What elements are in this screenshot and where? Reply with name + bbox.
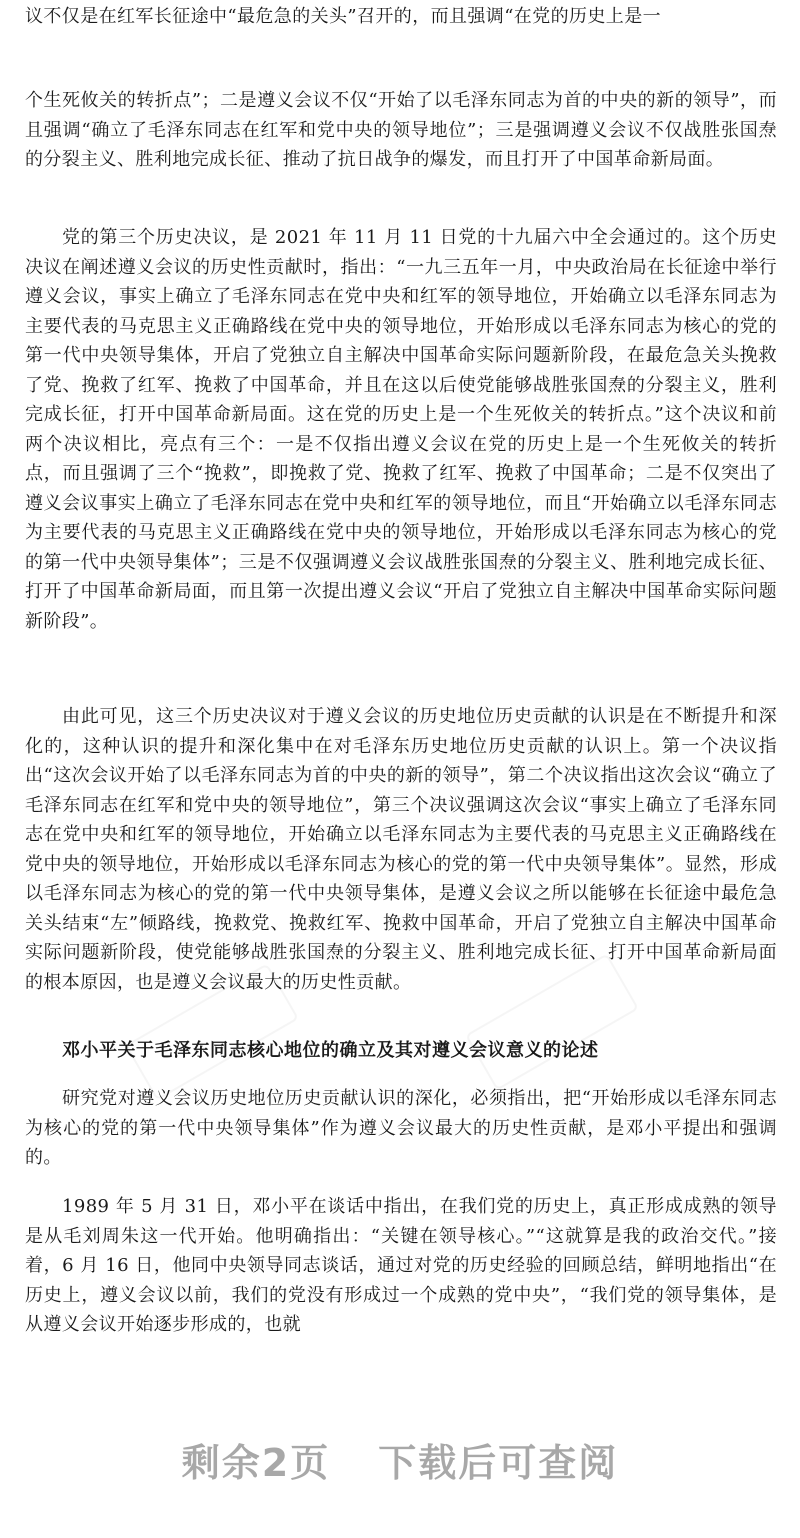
download-banner[interactable] <box>0 1432 800 1487</box>
paragraph-conclusion: 由此可见，这三个历史决议对于遵义会议的历史地位历史贡献的认识是在不断提升和深化的，这种认识的提升和深化集中在对毛泽东历史地位历史贡献的认识上。第一个决议指出“这次会议开始了以毛泽东同志为首的中央的新的领导”，第二个决议指出这次会议“确立了毛泽东同志在红军和党中央的领导地位”，第三个决议强调这次会议“事实上确立了毛泽东同志在党中央和红军的领导地位，开始确立以毛泽东同志为主要代表的马克思主义正确路线在党中央的领导地位，开始形成以毛泽东同志为核心的党的第一代中央领导集体”。显然，形成以毛泽东同志为核心的党的第一代中央领导集体，是遵义会议之所以能够在长征途中最危急关头结束“左”倾路线，挽救党、挽救红军、挽救中国革命，开启了党独立自主解决中国革命实际问题新阶段，使党能够战胜张国焘的分裂主义、胜利地完成长征、打开中国革命新局面的根本原因，也是遵义会议最大的历史性贡献。 <box>25 706 777 993</box>
paragraph-third-resolution: 党的第三个历史决议，是 2021 年 11 月 11 日党的十九届六中全会通过的。这个历史决议在阐述遵义会议的历史性贡献时，指出：“一九三五年一月，中央政治局在长征途中举行遵义会议，事实上确立了毛泽东同志在党中央和红军的领导地位，开始确立以毛泽东同志为主要代表的马克思主义正确路线在党中央的领导地位，开始形成以毛泽东同志为核心的党的第一代中央领导集体，开启了党独立自主解决中国革命实际问题新阶段，在最危急关头挽救了党、挽救了红军、挽救了中国革命，并且在这以后使党能够战胜张国焘的分裂主义，胜利完成长征，打开中国革命新局面。这在党的历史上是一个生死攸关的转折点。”这个决议和前两个决议相比，亮点有三个：一是不仅指出遵义会议在党的历史上是一个生死攸关的转折点，而且强调了三个“挽救”，即挽救了党、挽救了红军、挽救了中国革命；二是不仅突出了遵义会议事实上确立了毛泽东同志在党中央和红军的领导地位，而且“开始确立以毛泽东同志为主要代表的马克思主义正确路线在党中央的领导地位，开始形成以毛泽东同志为核心的党的第一代中央领导集体”；三是不仅强调遵义会议战胜张国焘的分裂主义、胜利地完成长征、打开了中国革命新局面，而且第一次提出遵义会议“开启了党独立自主解决中国革命实际问题新阶段”。 <box>25 227 777 632</box>
paragraph-deng-1989: 1989 年 5 月 31 日，邓小平在谈话中指出，在我们党的历史上，真正形成成熟的领导是从毛刘周朱这一代开始。他明确指出：“关键在领导核心。”“这就算是我的政治交代。”接着，6 月 16 日，他同中央领导同志谈话，通过对党的历史经验的回顾总结，鲜明地指出“在历史上，遵义会议以前，我们的党没有形成过一个成熟的党中央”，“我们党的领导集体，是从遵义会议开始逐步形成的，也就 <box>25 1196 777 1335</box>
paragraph-deng-intro: 研究党对遵义会议历史地位历史贡献认识的深化，必须指出，把“开始形成以毛泽东同志为核心的党的第一代中央领导集体”作为遵义会议最大的历史性贡献，是邓小平提出和强调的。 <box>25 1088 777 1168</box>
section-heading: 邓小平关于毛泽东同志核心地位的确立及其对遵义会议意义的论述 <box>62 1040 599 1061</box>
paragraph-continued-top: 议不仅是在红军长征途中“最危急的关头”召开的，而且强调“在党的历史上是一 <box>25 6 662 27</box>
download-to-view-label: 下载后可查阅 <box>378 1441 619 1485</box>
remaining-pages-label: 剩余2页 <box>181 1441 331 1485</box>
paragraph-continued: 个生死攸关的转折点”；二是遵义会议不仅“开始了以毛泽东同志为首的中央的新的领导”，而且强调“确立了毛泽东同志在红军和党中央的领导地位”；三是强调遵义会议不仅战胜张国焘的分裂主义、胜利地完成长征、推动了抗日战争的爆发，而且打开了中国革命新局面。 <box>25 90 777 170</box>
